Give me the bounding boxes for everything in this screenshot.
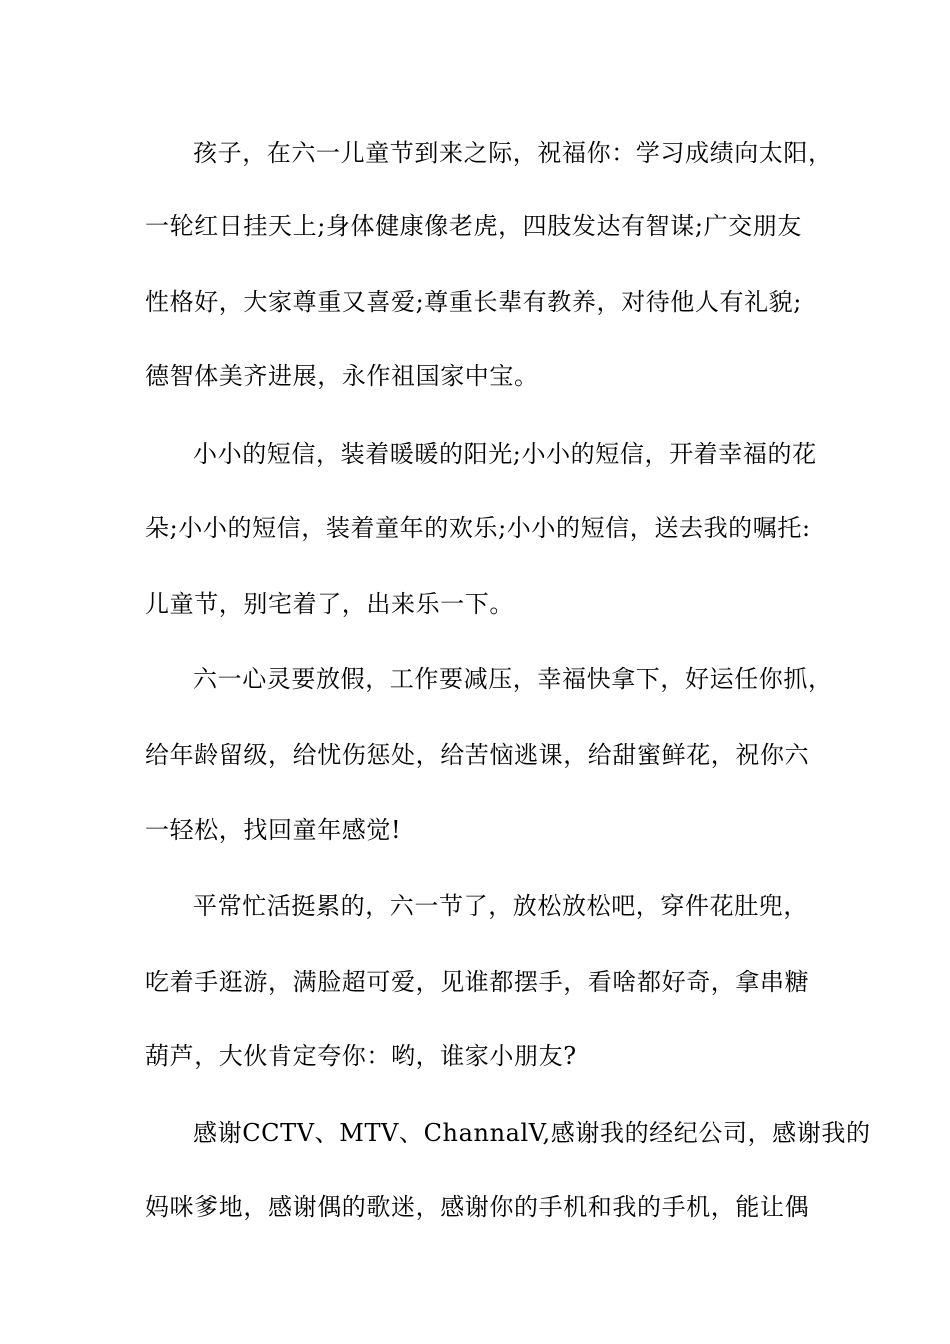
text-line: 平常忙活挺累的，六一节了，放松放松吧，穿件花肚兜，	[193, 892, 808, 920]
text-line: 六一心灵要放假，工作要减压，幸福快拿下，好运任你抓，	[193, 665, 833, 693]
text-line: 葫芦，大伙肯定夸你：哟，谁家小朋友?	[145, 1042, 577, 1070]
text-line: 德智体美齐进展，永作祖国家中宝。	[145, 362, 539, 390]
text-line: 吃着手逛游，满脸超可爱，见谁都摆手，看啥都好奇，拿串糖	[145, 968, 810, 996]
text-line: 小小的短信，装着暖暖的阳光;小小的短信，开着幸福的花	[193, 440, 817, 468]
text-line: 给年龄留级，给忧伤惩处，给苦恼逃课，给甜蜜鲜花，祝你六	[145, 741, 810, 769]
text-line: 感谢CCTV、MTV、ChannalV,感谢我的经纪公司，感谢我的	[193, 1119, 871, 1147]
text-line: 性格好，大家尊重又喜爱;尊重长辈有教养，对待他人有礼貌;	[145, 288, 802, 316]
text-line: 朵;小小的短信，装着童年的欢乐;小小的短信，送去我的嘱托:	[145, 514, 811, 542]
text-line: 孩子，在六一儿童节到来之际，祝福你：学习成绩向太阳，	[193, 139, 833, 167]
text-line: 一轻松，找回童年感觉!	[145, 816, 402, 844]
text-line: 一轮红日挂天上;身体健康像老虎，四肢发达有智谋;广交朋友	[145, 212, 802, 240]
text-line: 儿童节，别宅着了，出来乐一下。	[145, 590, 514, 618]
text-line: 妈咪爹地，感谢偶的歌迷，感谢你的手机和我的手机，能让偶	[145, 1193, 810, 1221]
